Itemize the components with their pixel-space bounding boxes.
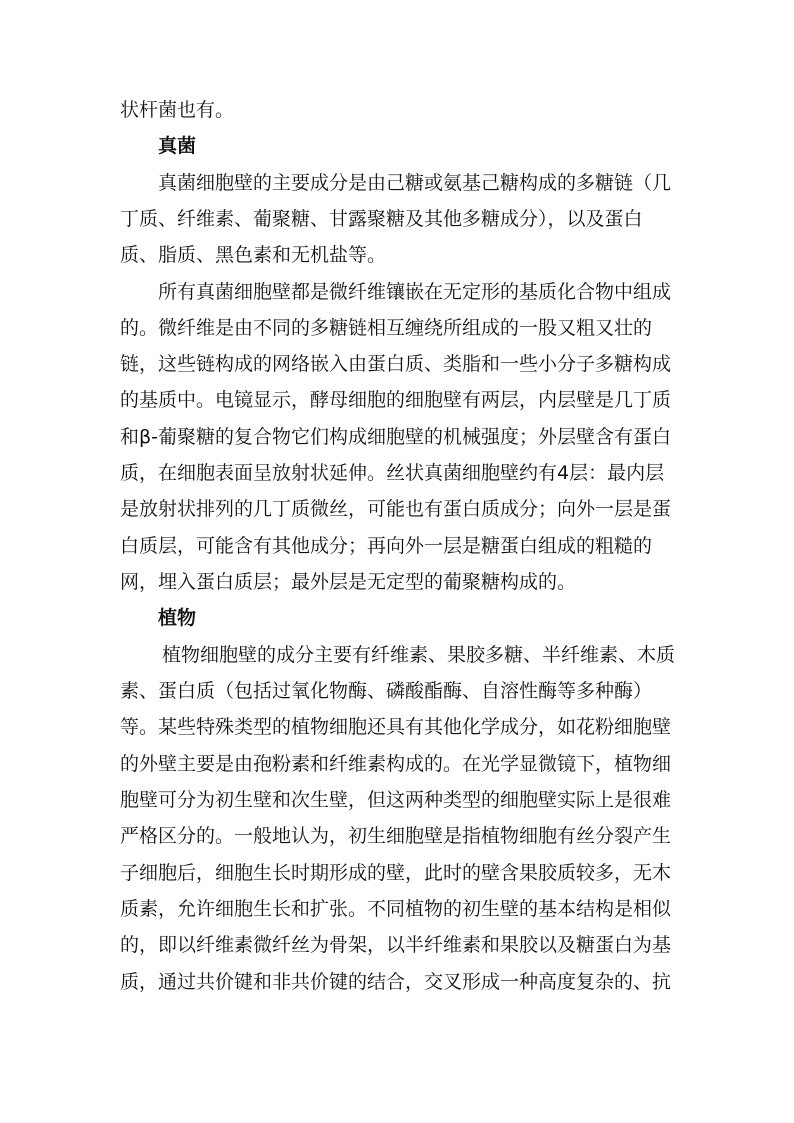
text-line: 质，通过共价键和非共价键的结合，交叉形成一种高度复杂的、抗 — [120, 971, 672, 993]
text-line: 质、脂质、黑色素和无机盐等。 — [120, 244, 387, 266]
section-heading-fungi: 真菌 — [158, 135, 197, 157]
text-line: 的基质中。电镜显示，酵母细胞的细胞壁有两层，内层壁是几丁质 — [120, 389, 672, 411]
text-line: 的外壁主要是由孢粉素和纤维素构成的。在光学显微镜下，植物细 — [120, 753, 672, 775]
text-line: 严格区分的。一般地认为，初生细胞壁是指植物细胞有丝分裂产生 — [120, 825, 672, 847]
text-line: 状杆菌也有。 — [120, 99, 235, 121]
text-line: 链，这些链构成的网络嵌入由蛋白质、类脂和一些小分子多糖构成 — [120, 353, 672, 375]
text-line: 子细胞后，细胞生长时期形成的壁，此时的壁含果胶质较多，无木 — [120, 862, 672, 884]
text-line: 质素，允许细胞生长和扩张。不同植物的初生壁的基本结构是相似 — [120, 898, 672, 920]
text-line: 和β-葡聚糖的复合物它们构成细胞壁的机械强度；外层壁含有蛋白 — [120, 426, 671, 448]
text-line: 丁质、纤维素、葡聚糖、甘露聚糖及其他多糖成分），以及蛋白 — [120, 208, 643, 230]
text-line: 胞壁可分为初生壁和次生壁，但这两种类型的细胞壁实际上是很难 — [120, 789, 672, 811]
text-line: 的。微纤维是由不同的多糖链相互缠绕所组成的一股又粗又壮的 — [120, 317, 653, 339]
text-line: 素、蛋白质（包括过氧化物酶、磷酸酯酶、自溶性酶等多种酶） — [120, 680, 653, 702]
text-line: 的，即以纤维素微纤丝为骨架，以半纤维素和果胶以及糖蛋白为基 — [120, 934, 672, 956]
text-line: 所有真菌细胞壁都是微纤维镶嵌在无定形的基质化合物中组成 — [158, 281, 672, 303]
text-line: 植物细胞壁的成分主要有纤维素、果胶多糖、半纤维素、木质 — [162, 644, 676, 666]
text-line: 网，埋入蛋白质层；最外层是无定型的葡聚糖构成的。 — [120, 571, 577, 593]
text-line: 白质层，可能含有其他成分；再向外一层是糖蛋白组成的粗糙的 — [120, 535, 653, 557]
section-heading-plants: 植物 — [158, 607, 197, 629]
text-line: 等。某些特殊类型的植物细胞还具有其他化学成分，如花粉细胞壁 — [120, 716, 672, 738]
text-line: 真菌细胞壁的主要成分是由己糖或氨基己糖构成的多糖链（几 — [158, 172, 672, 194]
text-line: 质，在细胞表面呈放射状延伸。丝状真菌细胞壁约有4层：最内层 — [120, 462, 665, 484]
text-line: 是放射状排列的几丁质微丝，可能也有蛋白质成分；向外一层是蛋 — [120, 498, 672, 520]
